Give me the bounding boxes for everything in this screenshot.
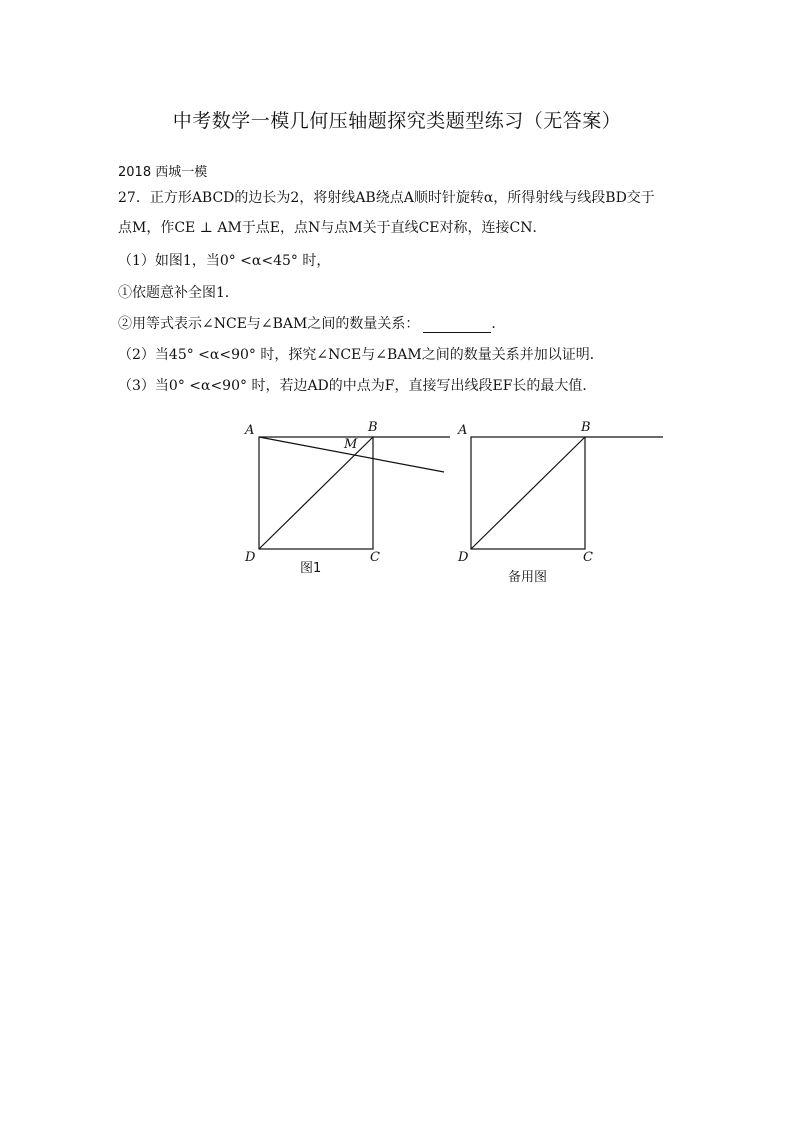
geometry-figures xyxy=(240,415,680,595)
spare-diagonal-bd xyxy=(471,437,585,549)
fig1-label-c: C xyxy=(370,550,380,565)
fig1-label-d: D xyxy=(245,550,256,565)
problem-part-1-a: ①依题意补全图1． xyxy=(118,285,239,301)
problem-part-1-b xyxy=(118,313,505,333)
page-title: 中考数学一模几何压轴题探究类题型练习（无答案） xyxy=(172,110,622,132)
problem-part-1-b-text: ②用等式表示∠NCE与∠BAM之间的数量关系： xyxy=(118,316,420,332)
source-label: 2018 西城一模 xyxy=(118,165,208,180)
fig1-label-b: B xyxy=(368,420,378,435)
answer-blank xyxy=(423,318,491,333)
problem-part-2: （2）当45° <α<90° 时，探究∠NCE与∠BAM之间的数量关系并加以证明． xyxy=(118,347,604,363)
fig1-label-a: A xyxy=(245,423,255,438)
problem-part-1-b-end: ． xyxy=(491,316,506,332)
fig2-caption: 备用图 xyxy=(508,570,548,585)
fig2-label-a: A xyxy=(458,423,468,438)
problem-line-2: 点M，作CE ⊥ AM于点E，点N与点M关于直线CE对称，连接CN． xyxy=(118,220,547,236)
figure-2 xyxy=(471,437,663,549)
problem-part-1: （1）如图1，当0° <α<45° 时， xyxy=(118,253,331,269)
fig1-caption: 图1 xyxy=(300,561,322,576)
diagonal-bd xyxy=(259,437,373,549)
problem-part-3: （3）当0° <α<90° 时，若边AD的中点为F，直接写出线段EF长的最大值． xyxy=(118,378,597,394)
fig2-label-b: B xyxy=(581,420,591,435)
fig2-label-c: C xyxy=(583,550,593,565)
fig1-label-m: M xyxy=(344,437,358,452)
figure-1 xyxy=(259,437,450,549)
fig2-label-d: D xyxy=(458,550,469,565)
problem-line-1: 27．正方形ABCD的边长为2，将射线AB绕点A顺时针旋转α，所得射线与线段BD交于 xyxy=(118,190,655,206)
